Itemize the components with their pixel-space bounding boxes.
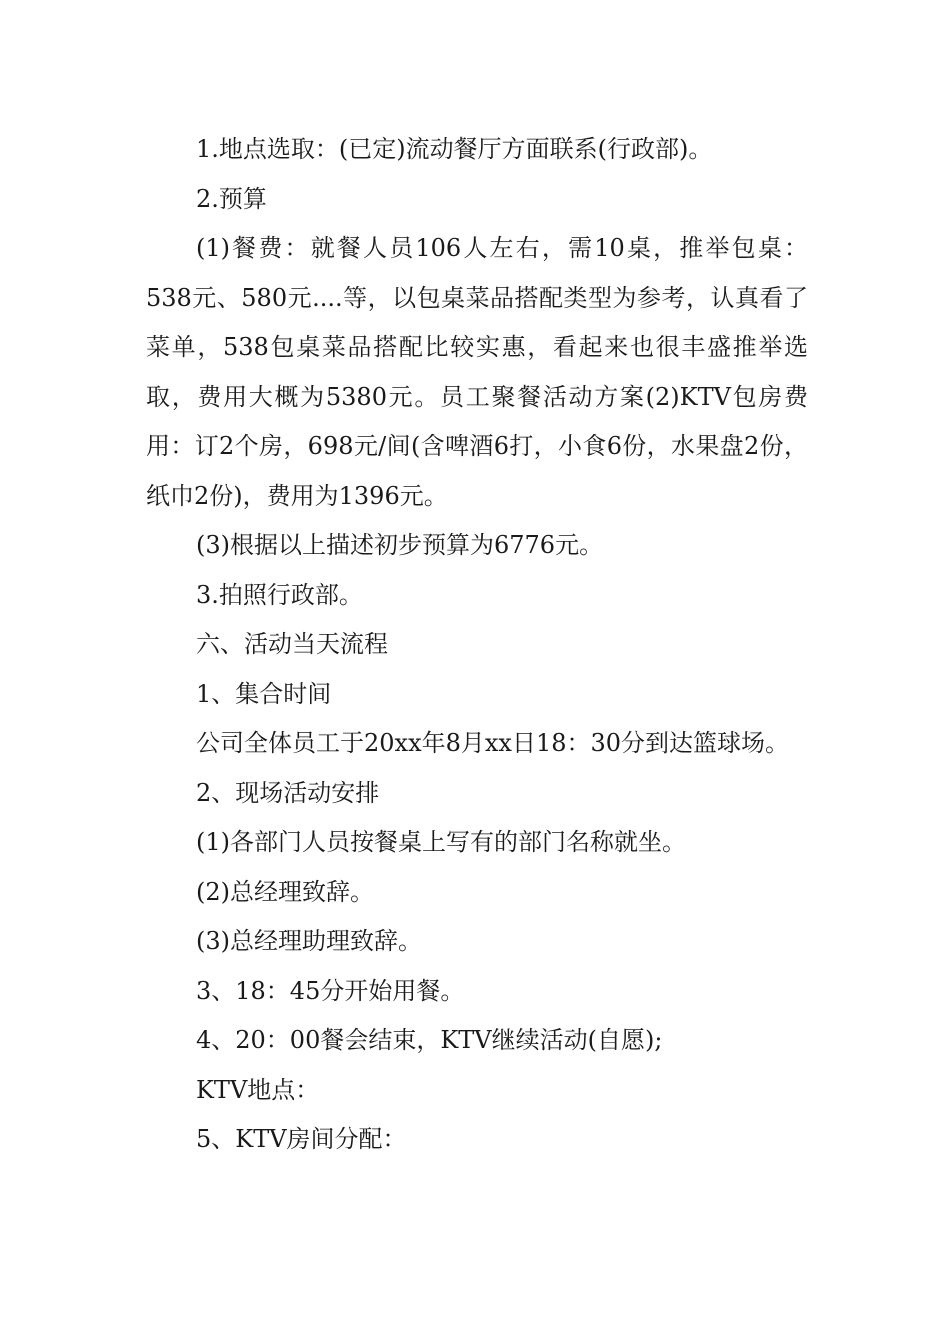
paragraph-gather-time: 公司全体员工于20xx年8月xx日18：30分到达篮球场。 <box>196 729 790 757</box>
paragraph-ktv-location: KTV地点： <box>196 1075 320 1104</box>
paragraph-seating: (1)各部门人员按餐桌上写有的部门名称就坐。 <box>196 828 686 856</box>
paragraph-gather-time-heading: 1、集合时间 <box>196 679 332 708</box>
paragraph-venue: 1.地点选取：(已定)流动餐厅方面联系(行政部)。 <box>196 135 713 163</box>
paragraph-dinner-start: 3、18：45分开始用餐。 <box>196 976 465 1005</box>
paragraph-onsite-heading: 2、现场活动安排 <box>196 778 380 807</box>
paragraph-budget-total: (3)根据以上描述初步预算为6776元。 <box>196 531 604 559</box>
paragraph-budget-heading: 2.预算 <box>196 184 267 213</box>
paragraph-meal-cost: (1)餐费：就餐人员106人左右，需10桌，推举包桌：538元、580元....等，以包桌菜品搭配类型为参考，认真看了菜单，538包桌菜品搭配比较实惠，看起来也很丰盛推举选取，费用大概为5380元。员工聚餐活动方案(2)KTV包房费用：订2个房，698元/间(含啤酒6打，小食6份，水果盘2份，纸巾2份)，费用为1396元。 <box>146 234 808 510</box>
paragraph-assistant-speech: (3)总经理助理致辞。 <box>196 927 422 955</box>
paragraph-photo: 3.拍照行政部。 <box>196 580 363 609</box>
document-body <box>146 125 808 1165</box>
section-heading-schedule: 六、活动当天流程 <box>196 630 388 658</box>
paragraph-gm-speech: (2)总经理致辞。 <box>196 877 374 906</box>
paragraph-dinner-end: 4、20：00餐会结束，KTV继续活动(自愿); <box>196 1026 663 1054</box>
paragraph-ktv-rooms: 5、KTV房间分配： <box>196 1125 407 1153</box>
